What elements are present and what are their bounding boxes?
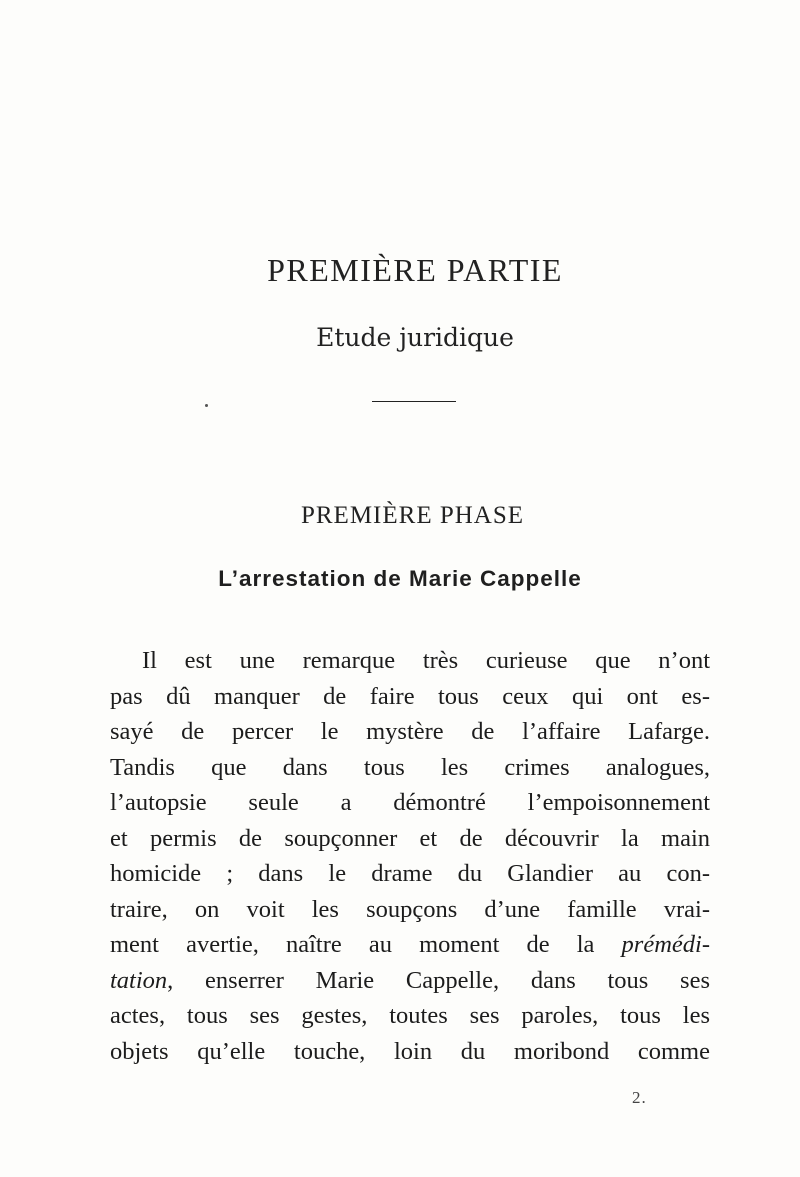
signature-mark: 2.	[632, 1088, 647, 1107]
paragraph-line: traire, on voit les soupçons d’une famille vrai-	[110, 895, 710, 923]
part-subtitle: Etude juridique	[316, 323, 514, 352]
italic-term: tation	[110, 966, 168, 994]
paragraph-line	[110, 963, 710, 999]
paragraph-line: actes, tous ses gestes, toutes ses paroles, tous les	[110, 1002, 710, 1029]
body-paragraph	[110, 643, 710, 1069]
part-title: PREMIÈRE PARTIE	[267, 252, 563, 288]
italic-term: prémédi-	[621, 931, 710, 958]
paragraph-line: Tandis que dans tous les crimes analogues,	[110, 753, 710, 781]
section-divider	[372, 401, 456, 402]
paragraph-line-segment: , enserrer Marie Cappelle, dans tous ses	[167, 966, 710, 994]
paragraph-line-segment: ment avertie, naître au moment de la	[110, 931, 622, 958]
paragraph-line: et permis de soupçonner et de découvrir la main	[110, 824, 710, 852]
paragraph-line: sayé de percer le mystère de l’affaire Lafarge.	[110, 718, 710, 745]
paragraph-line: pas dû manquer de faire tous ceux qui ont es-	[110, 682, 710, 710]
ink-speck	[205, 404, 208, 407]
paragraph-line: l’autopsie seule a démontré l’empoisonnement	[110, 789, 710, 816]
phase-title: PREMIÈRE PHASE	[300, 502, 525, 529]
paragraph-line: objets qu’elle touche, loin du moribond comme	[110, 1037, 710, 1065]
paragraph-line	[110, 927, 710, 963]
chapter-title: L’arrestation de Marie Cappelle	[218, 566, 582, 591]
paragraph-line: homicide ; dans le drame du Glandier au con-	[110, 860, 710, 887]
paragraph-line: Il est une remarque très curieuse que n’ont	[142, 647, 710, 674]
